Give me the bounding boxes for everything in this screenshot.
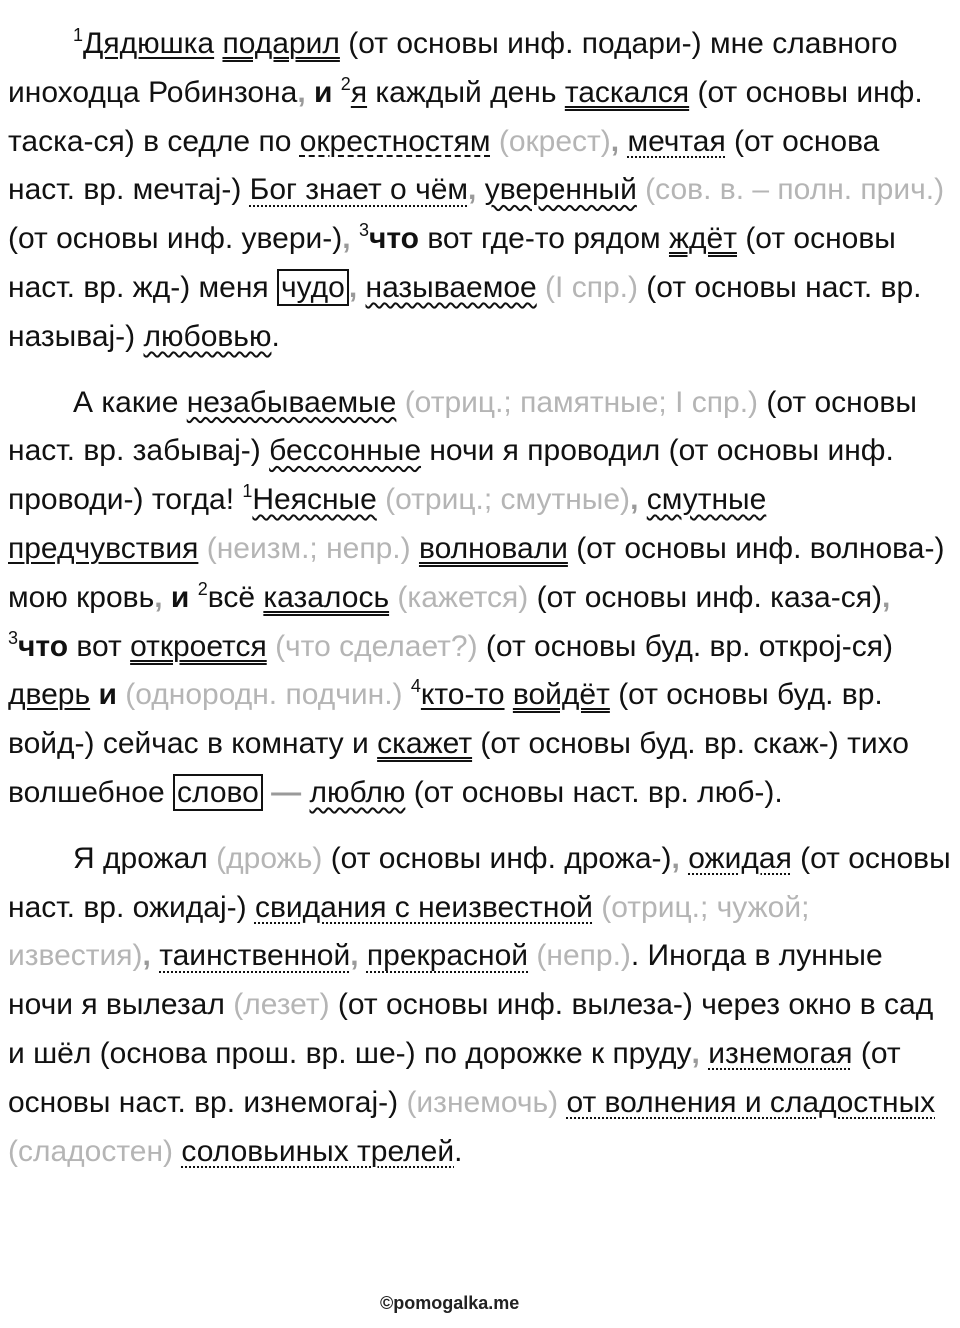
conjunction: и [314,75,333,109]
grey-note: (сов. в. – полн. прич.) [645,173,945,207]
conjunction: и [98,678,117,712]
punctuation-mark: , [342,222,351,256]
punctuation-mark: , [154,580,163,614]
text-run: (от основы инф. увери-) [8,222,343,256]
attribute: бессонные [269,434,422,468]
participial-phrase: изнемогая [708,1036,853,1070]
analysis-text [8,20,954,1193]
punctuation-mark: , [610,124,620,158]
participial-phrase: соловьиных трелей [181,1134,455,1168]
punctuation-mark: , [691,1036,700,1070]
punctuation-mark: , [671,841,680,875]
text-run [680,842,688,875]
text-run: (от основы наст. вр. называј-) [8,270,922,353]
text-run: (от основы буд. вр. скаж-) тихо волшебное [8,727,909,809]
text-run: (от основы инф. каза-ся) [528,580,882,614]
grey-note: (отриц.; памятные; I спр.) [404,385,759,419]
paragraph [8,20,954,362]
participial-phrase: Бог знает о чём [249,173,469,207]
text-run [537,271,545,304]
text-run: вот [68,629,131,663]
text-run [306,76,314,109]
attribute: смутные [646,483,767,517]
paragraph [8,379,954,818]
subject: Дядюшка [83,27,215,60]
attribute: уверенный [484,173,637,207]
participial-phrase: таинственной [159,939,351,973]
grey-note: (сладостен) [8,1134,174,1168]
predicate: войдёт [512,678,610,712]
text-run: (от основа наст. вр. мечтај-) [8,124,880,207]
text-run: (от основы инф. вылеза-) через окно в сад и шёл (основа прош. вр. ше-) по дорожке к пруду [8,988,934,1070]
grey-note: (отриц.; смутные) [385,483,631,517]
text-run [359,939,367,972]
grey-note: (дрожь) [216,841,323,875]
punctuation-mark: , [630,483,639,517]
adverbial: окрестностям [299,124,491,158]
grey-note: (лезет) [233,988,330,1022]
text-run [163,581,171,614]
participial-phrase: от волнения и сладостных [566,1085,936,1119]
clause-number: 3 [358,220,369,241]
text-run: (от основы наст. вр. люб-). [405,775,783,809]
text-run [198,532,206,565]
participial-phrase: прекрасной [366,939,529,973]
text-run [491,125,499,158]
text-run: (от основы наст. вр. жд-) меня [8,222,896,304]
text-run: (от основы наст. вр. забываj-) [8,385,917,468]
punctuation-mark: , [468,173,477,207]
text-run [267,630,275,663]
text-run [357,271,365,304]
conjunction: что [368,222,419,256]
predicate: ждёт [668,222,737,256]
clause-number: 3 [8,627,19,648]
predicate: волновали [418,531,568,565]
text-run [351,222,359,255]
text-run [593,891,601,924]
text-run [117,678,125,711]
text-run [396,386,404,419]
grey-note: (что сделает?) [275,629,478,663]
punctuation-mark: , [881,580,891,614]
boxed-word: слово [173,774,263,811]
text-run [637,173,645,206]
predicate: откроется [130,629,267,663]
text-run [189,581,197,614]
text-run [411,532,419,565]
attribute: называемое [365,270,537,304]
text-run: (от основы инф. волнова-) мою кровь [8,531,945,614]
text-run [332,76,340,109]
text-run [476,173,484,206]
subject: кто-то [420,678,505,712]
subject: я [350,75,368,109]
grey-note: (окрест) [498,124,611,158]
text-run: (от основы наст. вр. ожидаj-) [8,841,951,924]
text-run: (от основы буд. вр. войд-) сейчас в комнату и [8,678,883,761]
predicate: скажет [377,727,473,761]
text-run: (от основы инф. дрожа-) [322,841,672,875]
punctuation-mark: , [142,939,151,973]
punctuation-mark: , [297,75,306,109]
watermark: ©pomogalka.me [380,1293,520,1313]
attribute: незабываемые [186,385,397,419]
participial-phrase: ожидая [688,841,792,875]
text-run: А какие [73,385,187,419]
text-run: (от основы инф. подари-) мне славного иноходца Робинзона [8,27,898,109]
text-run [301,776,309,809]
text-run [377,483,385,516]
conjunction: и [170,580,190,614]
grey-note: (кажется) [397,580,529,614]
text-run: каждый день [367,75,565,109]
text-run: вот где-то рядом [419,222,669,256]
grey-note: (неизм.; непр.) [206,531,411,565]
predicate: таскался [564,75,690,109]
attribute: любовью [143,319,272,353]
predicate: казалось [263,580,390,614]
punctuation-mark: , [350,939,359,973]
clause-number: 4 [410,676,421,697]
text-run [505,678,513,711]
grey-note: (I спр.) [545,270,638,304]
punctuation-mark: — [271,775,302,809]
text-run: . Иногда в лунные ночи я вылезал [8,939,883,1022]
text-run: всё [207,580,264,614]
participial-phrase: мечтая [627,124,726,158]
text-run [403,678,411,711]
participial-phrase: свидания с неизвестной [254,890,593,924]
predicate: подарил [222,27,340,60]
paragraph [8,835,954,1177]
grey-note: (однородн. подчин.) [125,678,403,712]
text-run [700,1037,708,1070]
punctuation-mark: , [348,270,358,304]
text-run: Я дрожал [73,841,217,875]
text-run: (от основы буд. вр. откроj-ся) [477,629,893,663]
text-run: (от основы наст. вр. изнемогаj-) [8,1036,901,1119]
grey-note: (изнемочь) [406,1085,559,1119]
clause-number: 2 [197,578,208,599]
text-run [263,776,271,809]
clause-number: 1 [73,25,84,45]
boxed-word: чудо [277,269,349,306]
subject: дверь [8,678,91,712]
subject: предчувствия [8,531,199,565]
text-run [638,483,646,516]
attribute: Неясные [252,483,377,517]
grey-note: (отриц.; чужой; известия) [8,890,810,973]
conjunction: что [18,629,69,663]
text-run: ночи я проводил (от основы инф. проводи-) тогда! [8,434,894,517]
grey-note: (непр.) [536,939,631,973]
text-run: . [271,319,280,353]
attribute: люблю [309,775,406,809]
text-run [151,939,159,972]
clause-number: 2 [340,73,351,94]
clause-number: 1 [242,481,253,502]
text-run: . [454,1134,463,1168]
text-run: (от основы инф. таска-ся) в седле по [8,75,923,158]
